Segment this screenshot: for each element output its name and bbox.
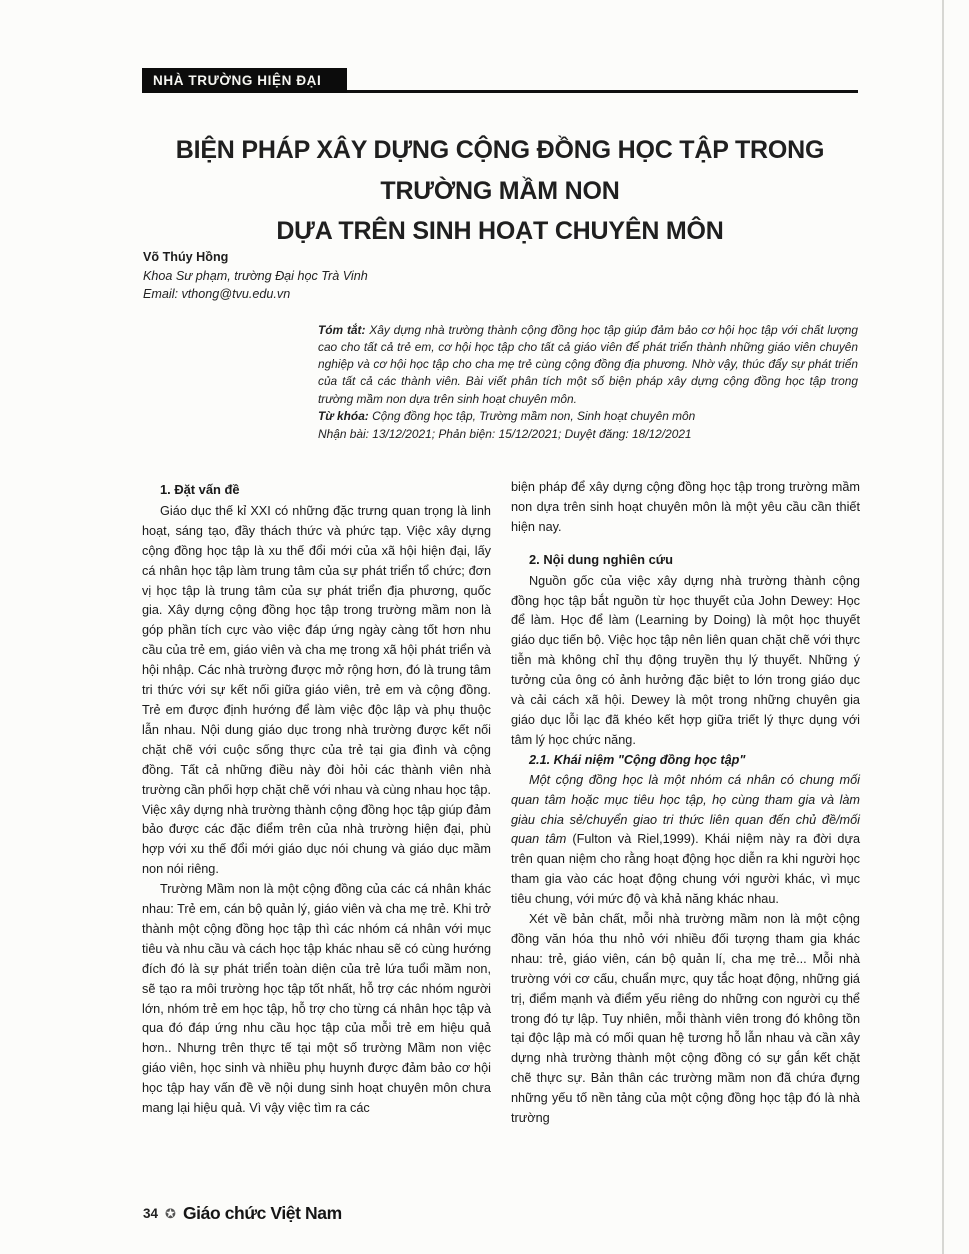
header-rule bbox=[347, 90, 858, 93]
paragraph-continuation: biện pháp để xây dựng cộng đồng học tập trong trường mầm non dựa trên sinh hoạt chuyên môn là một yêu cầu cần thiết hiện nay. bbox=[511, 480, 860, 534]
article-title-line2: DỰA TRÊN SINH HOẠT CHUYÊN MÔN bbox=[276, 217, 724, 245]
paragraph: Nguồn gốc của việc xây dựng nhà trường thành cộng đồng học tập bắt nguồn từ học thuyết của John Dewey: Học để làm. Học để làm (Learning by Doing) là một học thuyết giáo dục tiến bộ. Việc học tập nên liên quan chặt chẽ với thực tiễn mà không chỉ thụ động truyền thụ lý thuyết. Những ý tưởng của ông có ảnh hưởng đặc biệt to lớn trong giáo dục và cải cách xã hội. Dewey là một trong những chuyên gia giáo dục lỗi lạc đã khéo kết hợp giữa triết lý thực dụng với tâm lý học chức năng. bbox=[511, 573, 860, 747]
journal-name: Giáo chức Việt Nam bbox=[182, 1203, 342, 1223]
definition-citation-text: (Fulton và Riel,1999). Khái niệm này ra đời dựa trên quan niệm cho rằng hoạt động học diễn ra khi người học tham gia vào các hoạt động chung với người khác, vì mục tiêu chung, với mức độ và khả năng khác nhau. bbox=[511, 832, 860, 907]
section-label: NHÀ TRƯỜNG HIỆN ĐẠI bbox=[142, 68, 347, 93]
paragraph bbox=[511, 771, 860, 910]
author-email: Email: vthong@tvu.edu.vn bbox=[143, 287, 291, 302]
abstract-block bbox=[318, 322, 858, 443]
body-columns bbox=[142, 478, 860, 1129]
journal-logo-icon: ✪ bbox=[165, 1206, 176, 1221]
definition-italic-text: Một cộng đồng học là một nhóm cá nhân có chung mối quan tâm hoặc mục tiêu học tập, họ cùng tham gia và làm giàu chia sẻ/chuyển giao tri thức liên quan đến chủ đề/mối quan tâm bbox=[511, 772, 860, 847]
page-footer bbox=[143, 1203, 342, 1224]
paragraph: Giáo dục thế kỉ XXI có những đặc trưng quan trọng là linh hoạt, sáng tạo, đầy thách thức và phức tạp. Việc xây dựng cộng đồng học tập là xu thế đổi mới của xã hội hiện đại, lấy cá nhân học tập làm trung tâm của sự phát triển tổ chức; đơn vị học tập là trung tâm của sự phát triển địa phương, quốc gia. Xây dựng cộng đồng học tập trong trường mầm non là góp phần tích cực vào việc đáp ứng ngày càng tốt hơn nhu cầu của trẻ em, giáo viên và cha mẹ trong xã hội phát triển và hội nhập. Các nhà trường được mở rộng hơn, đó là trung tâm tri thức với sự kết nối giữa giáo viên, trẻ em và cộng đồng. Trẻ em được định hướng để làm việc độc lập và phụ thuộc lẫn nhau. Nội dung giáo dục trong nhà trường được kết nối chặt chẽ với cuộc sống thực của trẻ tại gia đình và cộng đồng. Tất cả những điều này đòi hỏi các thành viên nhà trường cần phối hợp chặt chẽ với nhau và cùng nhau học tập. Việc xây dựng nhà trường thành cộng đồng học tập giúp đảm bảo được các đặc điểm trên của nhà trường hiện đại, phù hợp với xu thế đổi mới giáo dục nói chung và giáo dục mầm non nói riêng. bbox=[142, 503, 491, 877]
review-dates: Nhận bài: 13/12/2021; Phản biện: 15/12/2021; Duyệt đăng: 18/12/2021 bbox=[318, 426, 692, 441]
keywords-label: Từ khóa: bbox=[318, 408, 369, 423]
author-block bbox=[143, 248, 543, 304]
subsection-heading-2-1: 2.1. Khái niệm "Cộng đồng học tập" bbox=[529, 752, 746, 767]
abstract-paragraph bbox=[318, 322, 858, 408]
right-column bbox=[511, 478, 860, 1129]
scan-edge-line bbox=[942, 0, 944, 1254]
paragraph: Trường Mầm non là một cộng đồng của các cá nhân khác nhau: Trẻ em, cán bộ quản lý, giáo viên và cha mẹ trẻ. Khi trở thành một cộng đồng học tập thì các nhóm cá nhân với mục tiêu và nhu cầu và cách học tập khác nhau sẽ có cùng hướng đích đó là sự phát triển toàn diện của trẻ lứa tuổi mầm non, sẽ tạo ra môi trường học tập tốt nhất, hỗ trợ các nhóm người lớn, nhóm trẻ em học tập, hỗ trợ cho từng cá nhân học tập và qua đó đáp ứng nhu cầu học tập của mỗi trẻ em hiệu quả hơn.. Nhưng trên thực tế tại một số trường Mầm non việc giáo viên, học sinh và nhiều phụ huynh được đảm bảo cơ hội học tập hay vấn đề về nội dung sinh hoạt chuyên môn chưa mang lại hiệu quả. Vì vậy việc tìm ra các bbox=[142, 882, 491, 1116]
paragraph: Xét về bản chất, mỗi nhà trường mầm non là một cộng đồng văn hóa thu nhỏ với nhiều đối tượng tham gia khác nhau: trẻ, giáo viên, cán bộ quản lí, cha mẹ trẻ... Mỗi nhà trường với cơ cấu, chuẩn mực, quy tắc hoạt động, những giá trị, điểm mạnh và điểm yếu riêng do những con người cụ thể trong đó tự lập. Tuy nhiên, mỗi thành viên trong đó không tồn tại độc lập mà có mối quan hệ tương hỗ lẫn nhau và cần xây dựng nhà trường thành một cộng đồng có sự gắn kết chặt chẽ thực sự. Bản thân các trường mầm non đã chứa đựng những yếu tố nền tảng của một cộng đồng học tập đó là nhà trường bbox=[511, 912, 860, 1126]
abstract-label: Tóm tắt: bbox=[318, 323, 366, 337]
author-affiliation: Khoa Sư phạm, trường Đại học Trà Vinh bbox=[143, 268, 368, 283]
abstract-text: Xây dựng nhà trường thành cộng đồng học tập giúp đảm bảo cơ hội học tập với chất lượng cao cho tất cả trẻ em, cơ hội học tập cho tất cả giáo viên để phát triển thành những giáo viên chuyên nghiệp và cơ hội học tập cho cha mẹ trẻ cùng cộng đồng địa phương. Nhờ vậy, thúc đẩy sự phát triển của tất cả các thành viên. Bài viết phân tích một số biện pháp xây dựng cộng đồng học tập trong trường mầm non dựa trên sinh hoạt chuyên môn. bbox=[318, 323, 858, 406]
keywords-text: Cộng đồng học tập, Trường mầm non, Sinh hoạt chuyên môn bbox=[368, 408, 696, 423]
keywords-paragraph bbox=[318, 408, 858, 425]
article-title bbox=[142, 130, 858, 252]
section-heading-2: 2. Nội dung nghiên cứu bbox=[529, 551, 673, 567]
author-name: Võ Thúy Hồng bbox=[143, 250, 229, 264]
article-title-line1: BIỆN PHÁP XÂY DỰNG CỘNG ĐỒNG HỌC TẬP TRONG TRƯỜNG MẦM NON bbox=[175, 136, 825, 205]
section-heading-1: 1. Đặt vấn đề bbox=[160, 482, 240, 497]
left-column bbox=[142, 478, 491, 1129]
section-header bbox=[142, 68, 858, 93]
page-number: 34 bbox=[143, 1206, 159, 1221]
